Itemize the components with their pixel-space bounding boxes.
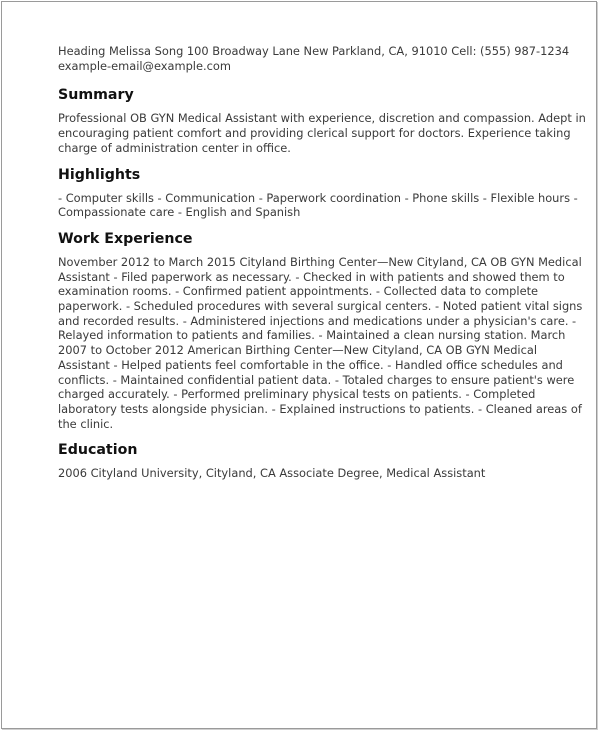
spacer — [58, 431, 588, 441]
spacer — [58, 248, 588, 255]
education-text: 2006 Cityland University, Cityland, CA Associate Degree, Medical Assistant — [58, 466, 486, 481]
spacer — [58, 104, 588, 111]
summary-heading: Summary — [58, 87, 134, 104]
resume-page — [1, 1, 597, 729]
spacer — [58, 73, 588, 86]
summary-text: Professional OB GYN Medical Assistant with experience, discretion and compassion. Adept in encouraging patient comfort and providing clerical support for doctors. Experience taking charge of administration center in office. — [58, 111, 586, 155]
work-experience-text: November 2012 to March 2015 Cityland Birthing Center—New Cityland, CA OB GYN Medical Assistant - Filed paperwork as necessary. - Checked in with patients and showed them to examination rooms. - Confirmed patient appointments. - Collected data to complete paperwork. - Scheduled procedures with several surgical centers. - Noted patient vital signs and recorded results. - Administered injections and medications under a physician's care. - Relayed information to patients and families. - Maintained a clean nursing station. March 2007 to October 2012 American Birthing Center—New Cityland, CA OB GYN Medical Assistant - Helped patients feel comfortable in the office. - Handled office schedules and conflicts. - Maintained confidential patient data. - Totaled charges to ensure patient's were charged accurately. - Performed preliminary physical tests on patients. - Completed laboratory tests alongside physician. - Explained instructions to patients. - Cleaned areas of the clinic. — [58, 254, 583, 431]
contact-header: Heading Melissa Song 100 Broadway Lane New Parkland, CA, 91010 Cell: (555) 987-1234 example-email@example.com — [58, 44, 570, 73]
resume-content — [58, 44, 588, 481]
spacer — [58, 156, 588, 166]
education-heading: Education — [58, 442, 138, 459]
spacer — [58, 459, 588, 466]
highlights-heading: Highlights — [58, 166, 141, 183]
highlights-text: - Computer skills - Communication - Paperwork coordination - Phone skills - Flexible hours - Compassionate care - English and Spanish — [58, 190, 578, 220]
spacer — [58, 184, 588, 191]
spacer — [58, 220, 588, 230]
work-experience-heading: Work Experience — [58, 230, 193, 247]
